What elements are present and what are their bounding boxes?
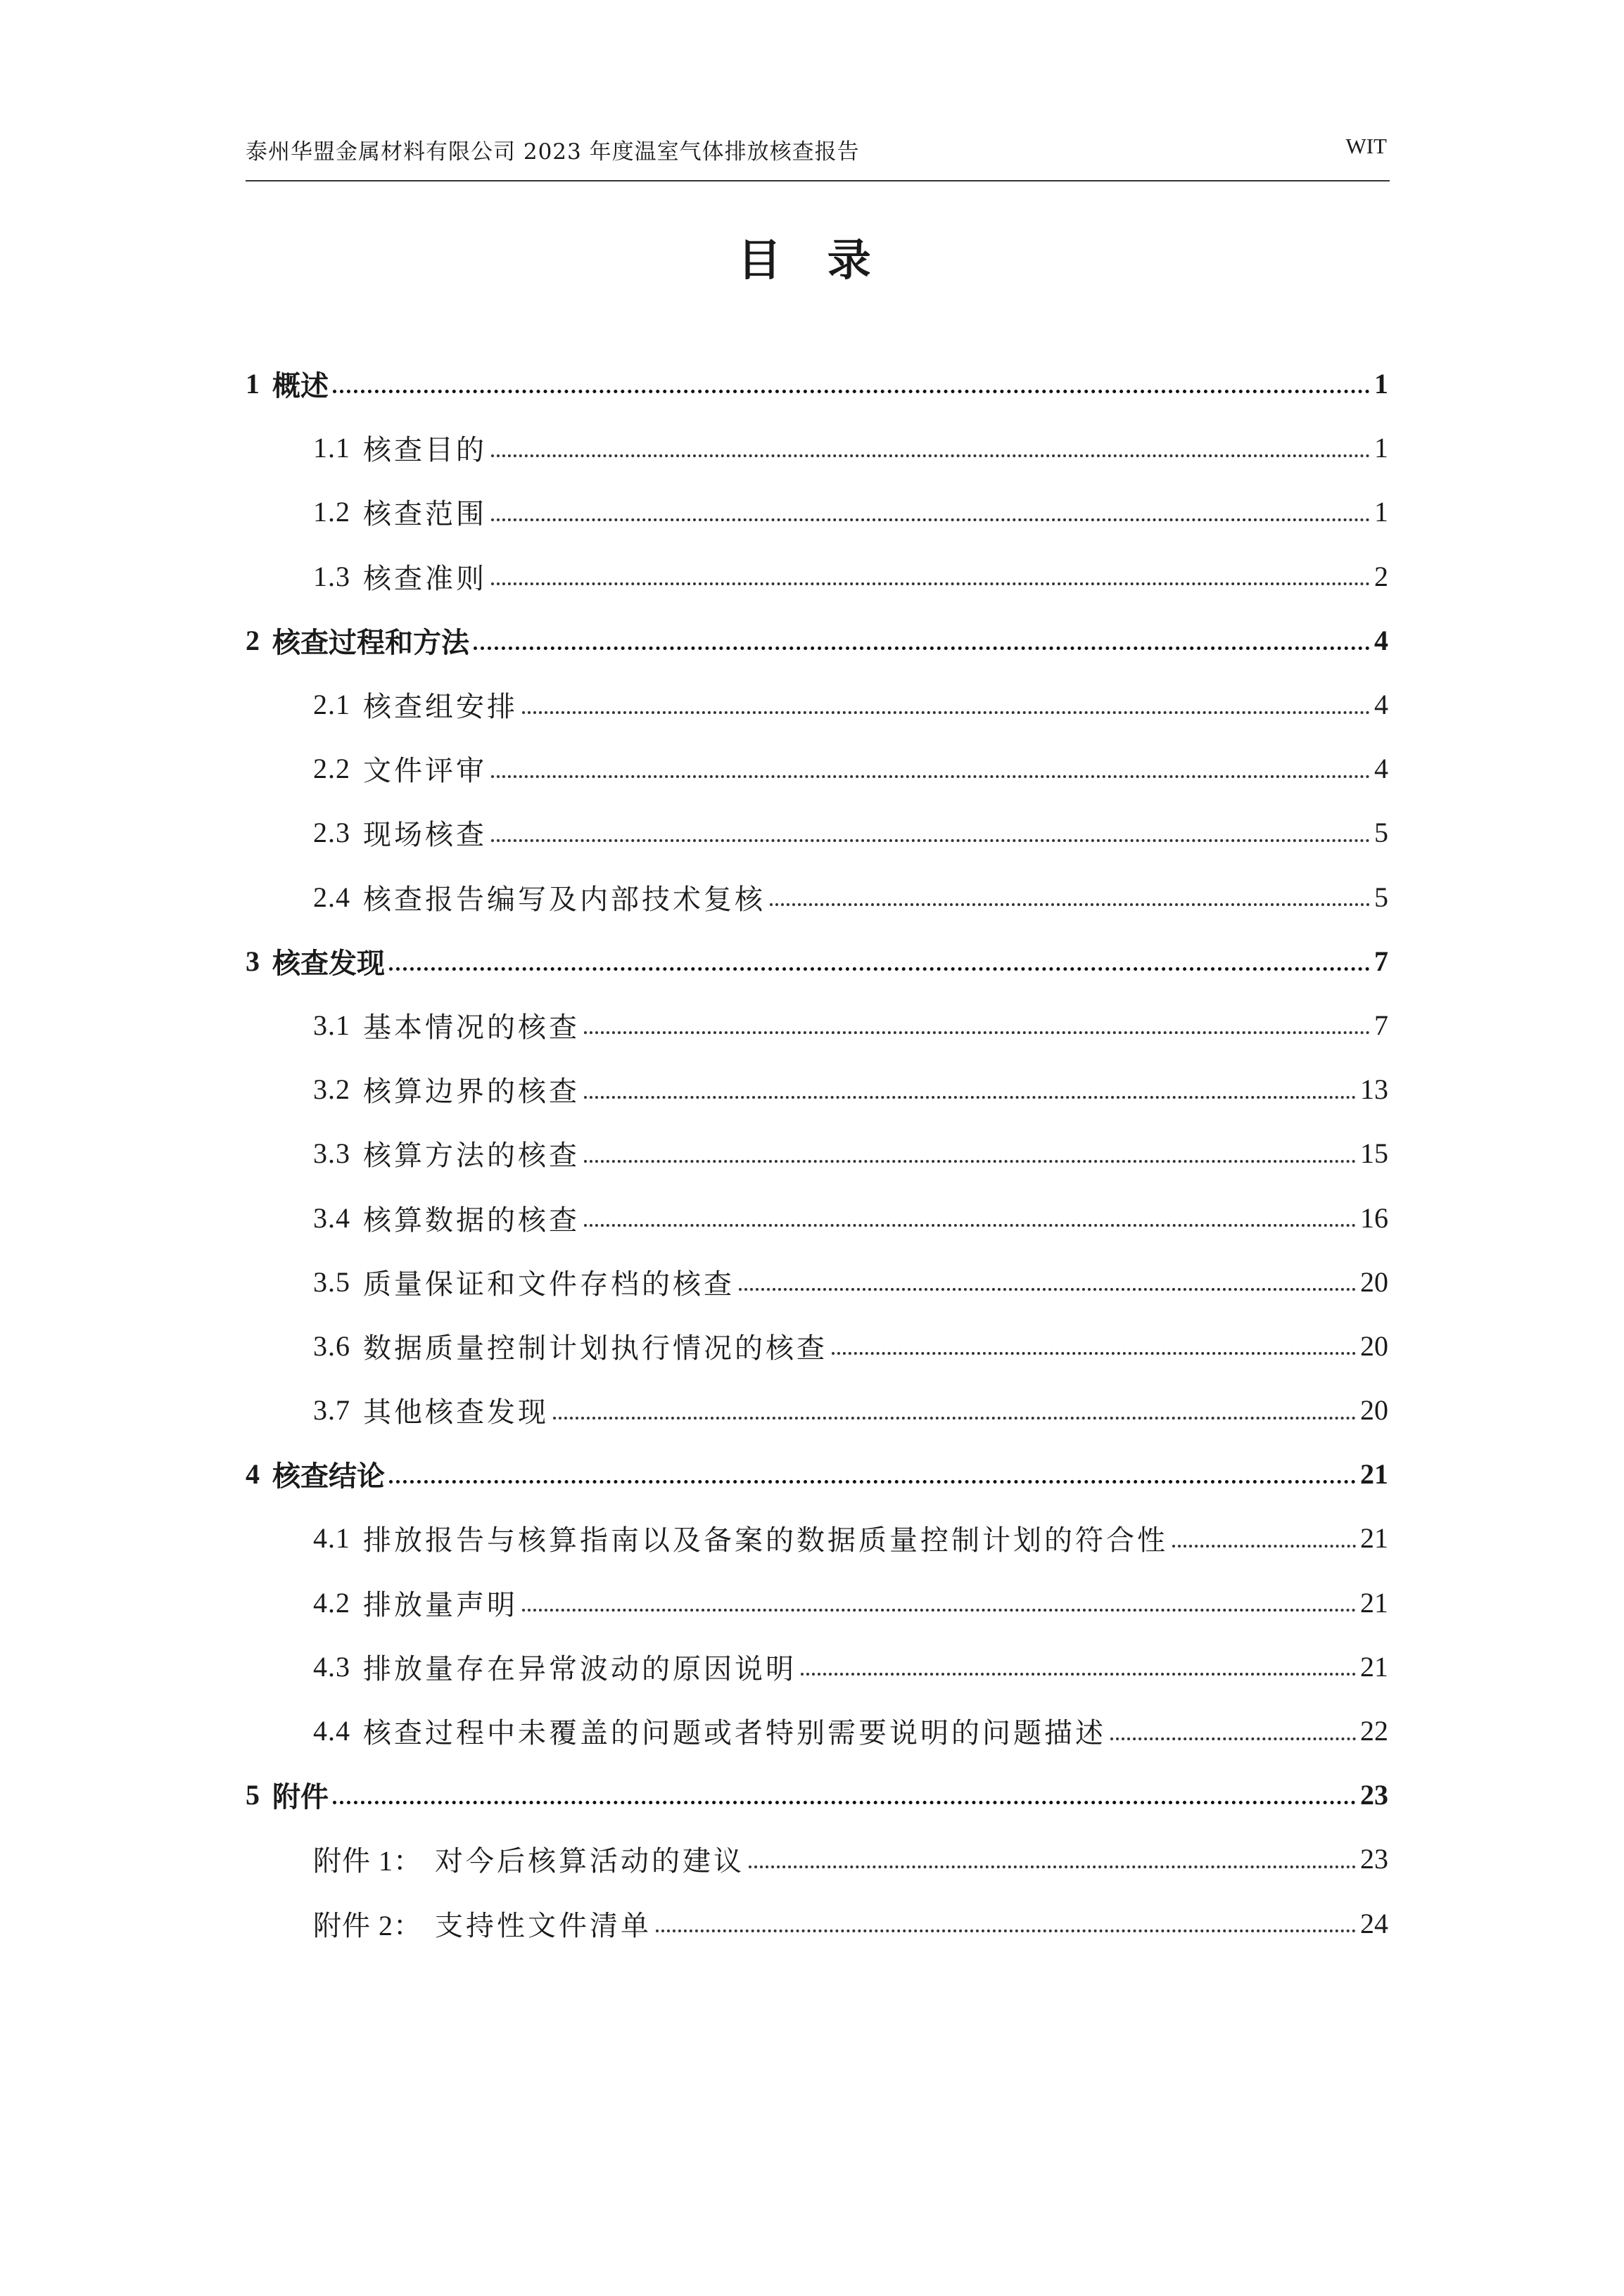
toc-entry-title: 基本情况的核查 <box>363 1011 580 1044</box>
toc-dot-leader <box>584 1096 1356 1099</box>
toc-entry-number: 3.4 <box>313 1201 350 1234</box>
toc-section-entry[interactable] <box>246 1892 1388 1956</box>
toc-dot-leader <box>832 1352 1356 1355</box>
toc-entry-number: 1.3 <box>313 560 350 592</box>
page-header <box>246 124 1390 181</box>
toc-section-entry[interactable] <box>246 544 1388 608</box>
toc-entry-title: 支持性文件清单 <box>435 1909 652 1942</box>
toc-entry-title: 排放量存在异常波动的原因说明 <box>363 1652 797 1685</box>
toc-page-number: 16 <box>1360 1201 1388 1234</box>
toc-page-number: 4 <box>1374 624 1388 656</box>
toc-dot-leader <box>491 518 1370 521</box>
toc-dot-leader <box>584 1224 1356 1227</box>
toc-entry-number: 3 <box>246 945 260 977</box>
toc-dot-leader <box>739 1288 1356 1291</box>
toc-section-entry[interactable] <box>246 1121 1388 1185</box>
toc-entry-title: 质量保证和文件存档的核查 <box>363 1268 735 1301</box>
toc-dot-leader <box>491 775 1370 778</box>
toc-page-number: 23 <box>1360 1779 1388 1811</box>
toc-entry-title: 概述 <box>272 370 329 403</box>
toc-dot-leader <box>333 1801 1356 1804</box>
toc-entry-title: 核查过程中未覆盖的问题或者特别需要说明的问题描述 <box>363 1717 1106 1750</box>
toc-dot-leader <box>522 1609 1356 1612</box>
toc-page-number: 21 <box>1360 1458 1388 1491</box>
toc-entry-title: 核查范围 <box>363 498 487 531</box>
toc-section-entry[interactable] <box>246 1827 1388 1891</box>
toc-page-number: 7 <box>1374 1009 1388 1041</box>
toc-section-entry[interactable] <box>246 865 1388 929</box>
toc-dot-leader <box>749 1866 1356 1868</box>
toc-page-number: 23 <box>1360 1843 1388 1875</box>
toc-dot-leader <box>474 646 1370 650</box>
toc-section-entry[interactable] <box>246 1314 1388 1378</box>
toc-entry-title: 核算边界的核查 <box>363 1076 580 1109</box>
toc-page-number: 15 <box>1360 1137 1388 1170</box>
toc-chapter-entry[interactable] <box>246 352 1388 416</box>
toc-entry-number: 4.4 <box>313 1715 350 1747</box>
toc-dot-leader <box>770 903 1370 906</box>
toc-entry-title: 附件 <box>272 1781 329 1814</box>
toc-entry-number: 3.2 <box>313 1073 350 1106</box>
toc-title: 目 录 <box>737 234 887 286</box>
toc-dot-leader <box>522 711 1370 714</box>
toc-page-number: 4 <box>1374 689 1388 721</box>
toc-entry-title: 其他核查发现 <box>363 1396 549 1429</box>
toc-dot-leader <box>1110 1737 1356 1740</box>
toc-page-number: 24 <box>1360 1907 1388 1939</box>
toc-dot-leader <box>584 1160 1356 1163</box>
toc-page-number: 1 <box>1374 368 1388 400</box>
toc-chapter-entry[interactable] <box>246 929 1388 993</box>
toc-section-entry[interactable] <box>246 1057 1388 1121</box>
table-of-contents <box>246 352 1388 1956</box>
toc-entry-number: 3.5 <box>313 1265 350 1298</box>
toc-entry-number: 1.2 <box>313 496 350 528</box>
toc-entry-title: 排放报告与核算指南以及备案的数据质量控制计划的符合性 <box>363 1524 1168 1557</box>
toc-entry-number: 4.1 <box>313 1522 350 1555</box>
toc-entry-title: 文件评审 <box>363 755 487 788</box>
toc-page-number: 13 <box>1360 1073 1388 1106</box>
toc-page-number: 22 <box>1360 1715 1388 1747</box>
toc-entry-title: 核查报告编写及内部技术复核 <box>363 883 766 916</box>
toc-page-number: 5 <box>1374 817 1388 849</box>
toc-dot-leader <box>584 1031 1370 1034</box>
toc-entry-number: 4.3 <box>313 1650 350 1683</box>
toc-chapter-entry[interactable] <box>246 1763 1388 1827</box>
toc-entry-title: 核查目的 <box>363 434 487 467</box>
toc-dot-leader <box>1172 1545 1356 1548</box>
toc-entry-title: 核查准则 <box>363 562 487 595</box>
toc-entry-number: 1 <box>246 368 260 400</box>
toc-entry-number: 2.2 <box>313 753 350 785</box>
toc-page-number: 4 <box>1374 753 1388 785</box>
toc-section-entry[interactable] <box>246 672 1388 736</box>
toc-dot-leader <box>333 390 1370 393</box>
toc-section-entry[interactable] <box>246 1185 1388 1249</box>
toc-entry-title: 对今后核算活动的建议 <box>435 1845 744 1878</box>
toc-section-entry[interactable] <box>246 993 1388 1057</box>
toc-page-number: 21 <box>1360 1522 1388 1555</box>
toc-page-number: 1 <box>1374 432 1388 464</box>
toc-entry-title: 核查发现 <box>272 947 385 980</box>
toc-entry-title: 数据质量控制计划执行情况的核查 <box>363 1332 827 1365</box>
toc-dot-leader <box>801 1673 1356 1676</box>
toc-section-entry[interactable] <box>246 1571 1388 1635</box>
toc-section-entry[interactable] <box>246 1699 1388 1763</box>
toc-entry-number: 4.2 <box>313 1586 350 1619</box>
toc-page-number: 20 <box>1360 1265 1388 1298</box>
toc-entry-number: 3.1 <box>313 1009 350 1041</box>
toc-section-entry[interactable] <box>246 736 1388 801</box>
toc-dot-leader <box>389 1480 1356 1484</box>
toc-entry-number: 5 <box>246 1779 260 1811</box>
toc-entry-number: 3.3 <box>313 1137 350 1170</box>
toc-dot-leader <box>656 1930 1356 1932</box>
toc-section-entry[interactable] <box>246 1250 1388 1314</box>
toc-section-entry[interactable] <box>246 1635 1388 1699</box>
toc-entry-number: 4 <box>246 1458 260 1491</box>
toc-page-number: 20 <box>1360 1394 1388 1427</box>
toc-page-number: 7 <box>1374 945 1388 977</box>
toc-entry-title: 核查过程和方法 <box>272 626 469 659</box>
toc-entry-number: 2.3 <box>313 817 350 849</box>
toc-page-number: 5 <box>1374 881 1388 913</box>
toc-page-number: 21 <box>1360 1586 1388 1619</box>
toc-section-entry[interactable] <box>246 801 1388 865</box>
toc-dot-leader <box>491 454 1370 457</box>
toc-dot-leader <box>491 582 1370 585</box>
toc-section-entry[interactable] <box>246 480 1388 544</box>
toc-section-entry[interactable] <box>246 1506 1388 1570</box>
toc-entry-title: 核算数据的核查 <box>363 1204 580 1237</box>
toc-entry-number: 1.1 <box>313 432 350 464</box>
toc-entry-title: 核查组安排 <box>363 691 518 724</box>
toc-page-number: 20 <box>1360 1329 1388 1362</box>
toc-section-entry[interactable] <box>246 416 1388 480</box>
toc-dot-leader <box>491 839 1370 842</box>
header-title: 泰州华盟金属材料有限公司 2023 年度温室气体排放核查报告 <box>246 139 860 165</box>
toc-entry-number: 3.6 <box>313 1329 350 1362</box>
toc-entry-title: 排放量声明 <box>363 1588 518 1621</box>
toc-entry-number: 附件 1： <box>313 1845 422 1877</box>
toc-entry-number: 2.1 <box>313 689 350 721</box>
toc-dot-leader <box>389 967 1370 971</box>
toc-dot-leader <box>553 1417 1356 1420</box>
toc-entry-number: 2 <box>246 624 260 656</box>
toc-page-number: 1 <box>1374 496 1388 528</box>
toc-entry-number: 2.4 <box>313 881 350 913</box>
toc-entry-title: 现场核查 <box>363 819 487 852</box>
toc-entry-title: 核算方法的核查 <box>363 1140 580 1173</box>
toc-chapter-entry[interactable] <box>246 608 1388 672</box>
toc-page-number: 2 <box>1374 560 1388 592</box>
toc-page-number: 21 <box>1360 1650 1388 1683</box>
toc-section-entry[interactable] <box>246 1378 1388 1442</box>
toc-entry-title: 核查结论 <box>272 1460 385 1493</box>
toc-entry-number: 附件 2： <box>313 1909 422 1941</box>
header-code: WIT <box>1345 134 1387 158</box>
toc-chapter-entry[interactable] <box>246 1442 1388 1506</box>
toc-entry-number: 3.7 <box>313 1394 350 1427</box>
